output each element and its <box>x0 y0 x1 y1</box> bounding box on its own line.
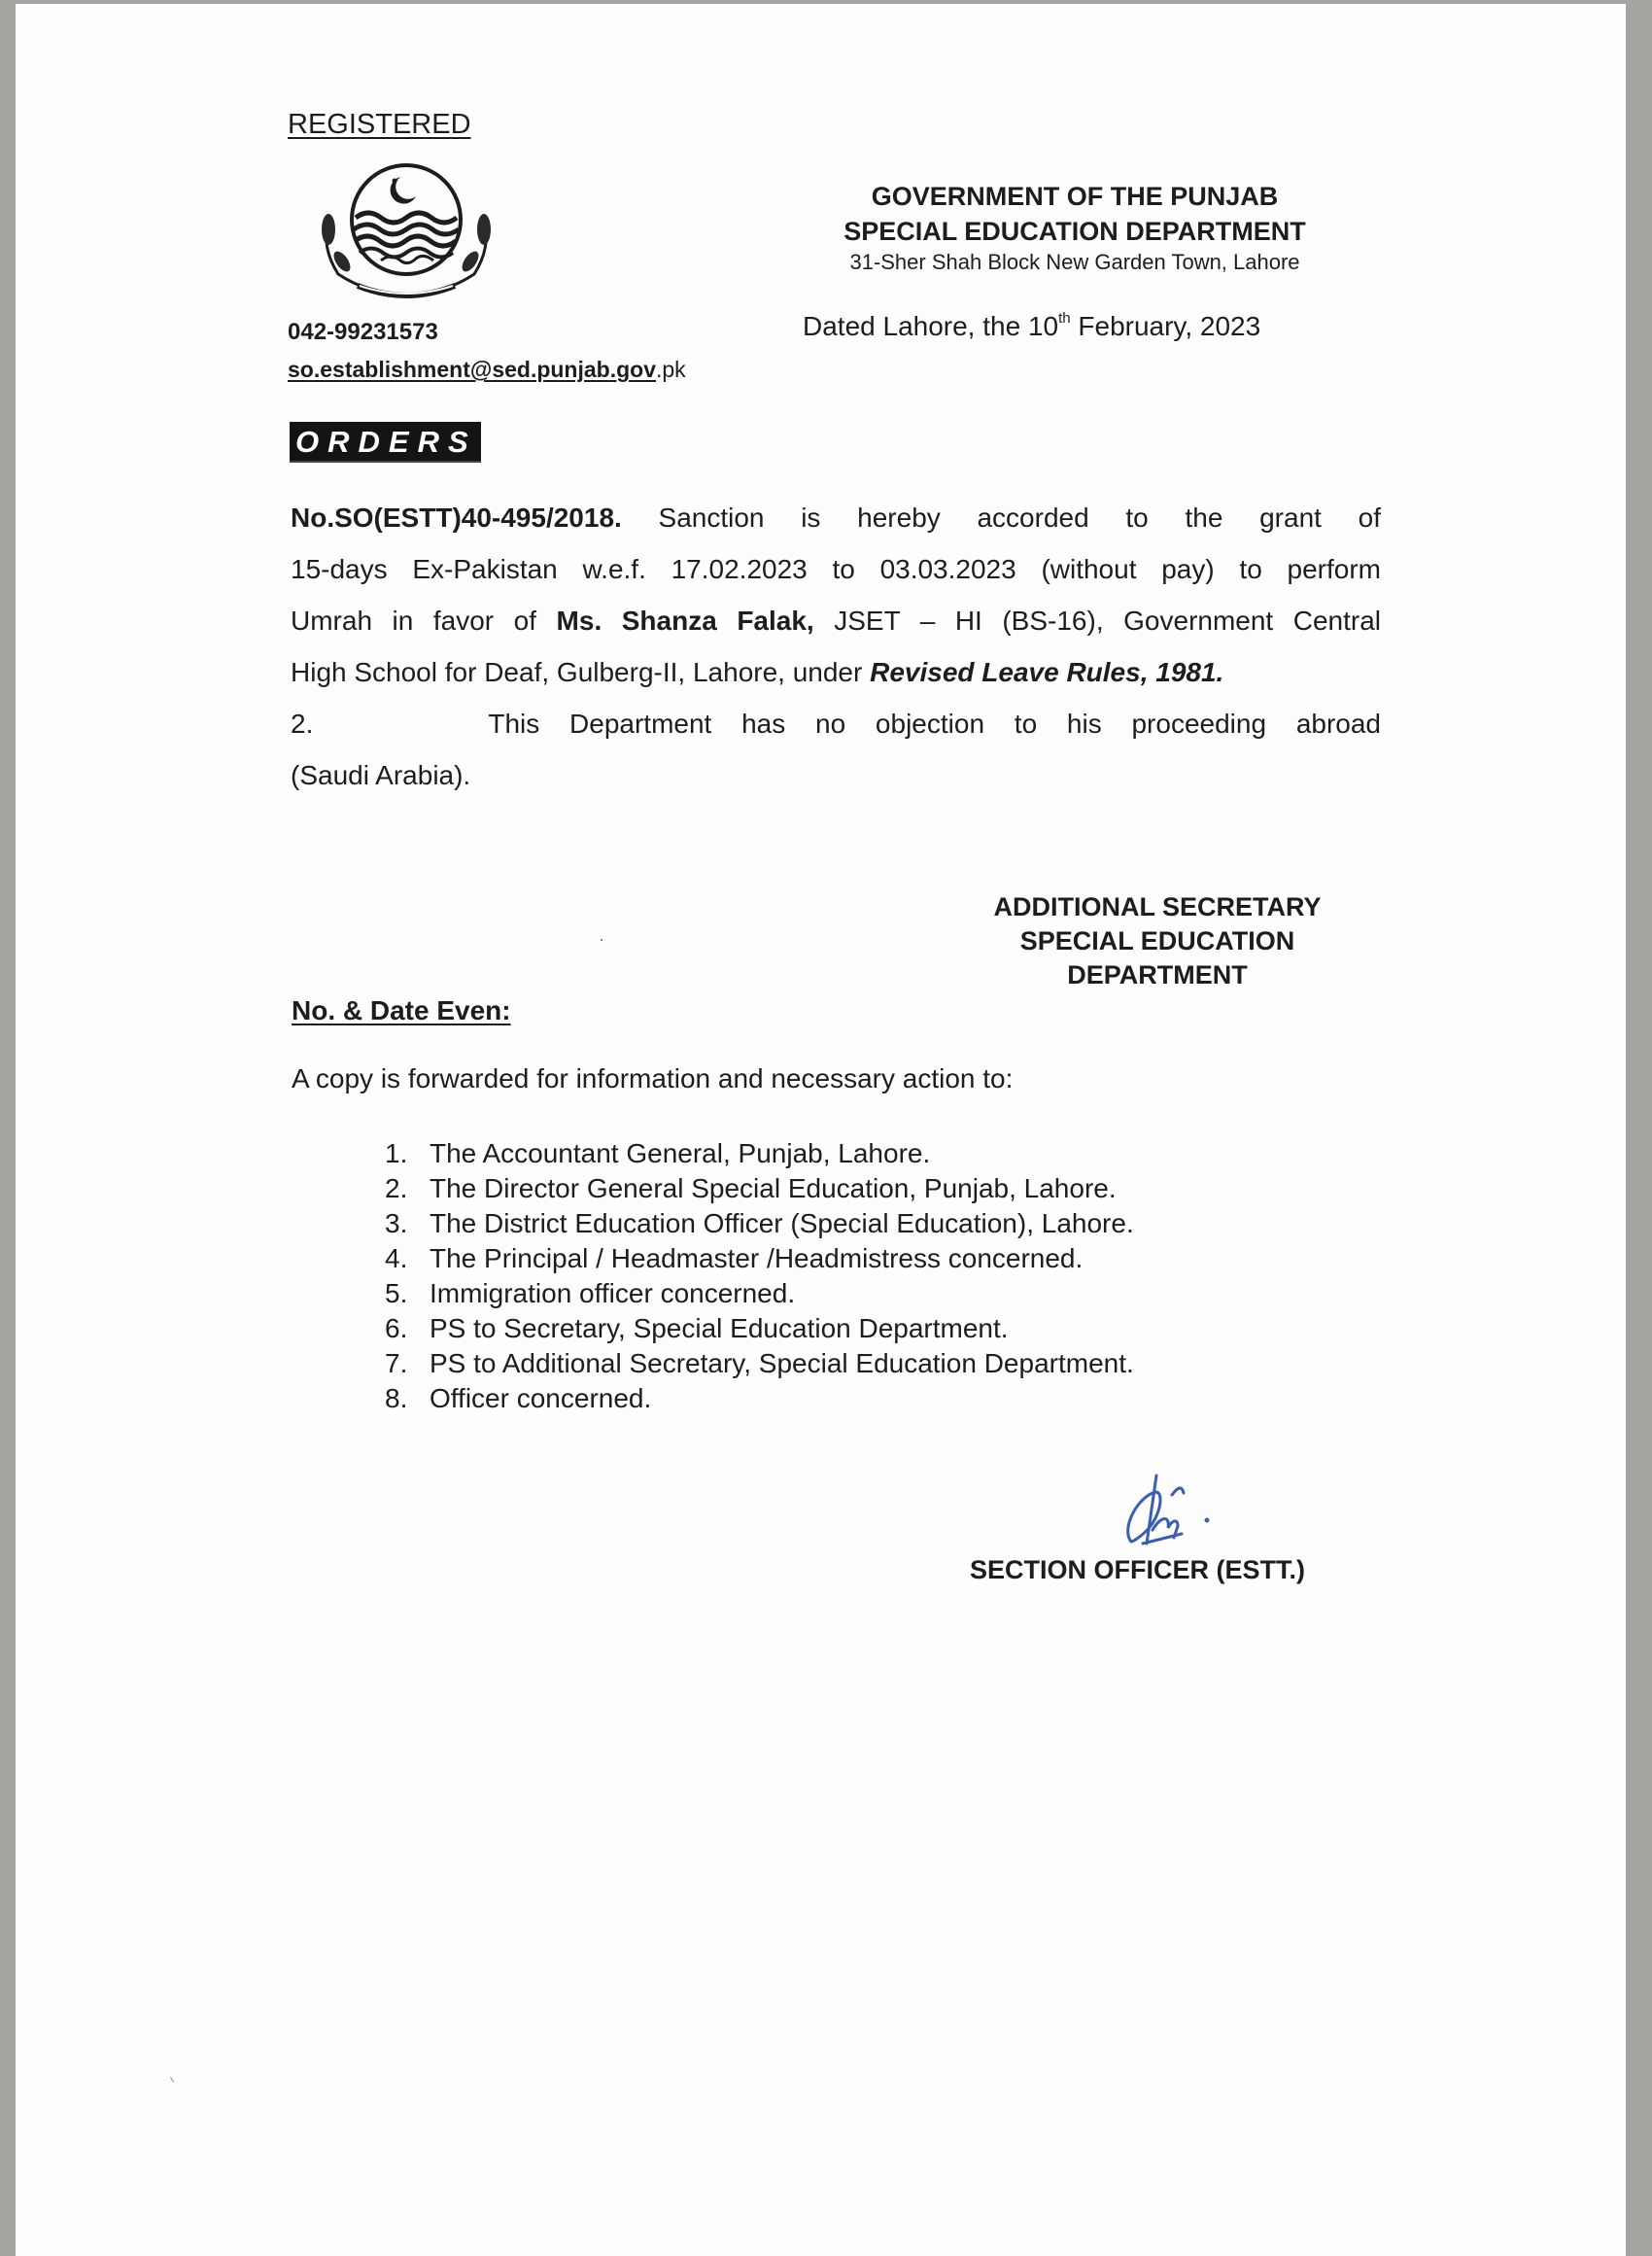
date-line <box>803 311 1260 342</box>
order-line-3-pre: Umrah in favor of <box>291 606 557 636</box>
list-item-text: Immigration officer concerned. <box>430 1278 796 1308</box>
registered-label: REGISTERED <box>288 109 471 140</box>
signature-icon <box>1114 1472 1250 1549</box>
authority-line-2: SPECIAL EDUCATION <box>1019 926 1295 955</box>
department-address: 31-Sher Shah Block New Garden Town, Lahore <box>849 250 1300 274</box>
order-line-4 <box>291 646 1381 698</box>
list-item-text: The Accountant General, Punjab, Lahore. <box>430 1138 931 1168</box>
section-officer-title: SECTION OFFICER (ESTT.) <box>970 1555 1306 1584</box>
list-item <box>385 1381 1134 1416</box>
date-suffix: February, 2023 <box>1070 311 1261 341</box>
department-header <box>783 179 1366 276</box>
authority-line-3: DEPARTMENT <box>1067 960 1248 989</box>
recipient-list <box>385 1136 1134 1416</box>
list-item <box>385 1311 1134 1346</box>
date-ordinal: th <box>1058 310 1071 327</box>
document-page <box>16 4 1626 2256</box>
paragraph-2 <box>291 698 1381 749</box>
list-item <box>385 1346 1134 1381</box>
email-address[interactable] <box>288 357 686 383</box>
list-item <box>385 1171 1134 1206</box>
order-body <box>291 492 1381 801</box>
orders-heading: ORDERS <box>290 422 481 463</box>
order-line-1-text: Sanction is hereby accorded to the grant of <box>621 503 1381 533</box>
scan-speck <box>601 939 602 941</box>
employee-name: Ms. Shanza Falak, <box>556 606 814 636</box>
list-item-number: 2. <box>385 1173 408 1203</box>
email-link[interactable]: so.establishment@sed.punjab.gov <box>288 357 656 382</box>
list-item-number: 7. <box>385 1348 408 1378</box>
list-item-text: The Principal / Headmaster /Headmistress concerned. <box>430 1243 1084 1273</box>
order-number: No.SO(ESTT)40-495/2018. <box>291 503 622 533</box>
list-item-text: Officer concerned. <box>430 1383 652 1413</box>
order-line-4-pre: High School for Deaf, Gulberg-II, Lahore, under <box>291 657 871 687</box>
authority-line-1: ADDITIONAL SECRETARY <box>993 892 1322 921</box>
paragraph-2-line-2: (Saudi Arabia). <box>291 760 471 790</box>
order-line-3 <box>291 595 1381 646</box>
endorsement-intro: A copy is forwarded for information and necessary action to: <box>292 1063 1014 1093</box>
leave-rules: Revised Leave Rules, 1981. <box>870 657 1224 687</box>
list-item-number: 8. <box>385 1383 408 1413</box>
list-item-number: 6. <box>385 1313 408 1343</box>
order-line-2: 15-days Ex-Pakistan w.e.f. 17.02.2023 to 03.03.2023 (without pay) to perform <box>291 554 1381 584</box>
email-tld: .pk <box>656 357 686 382</box>
scan-speck <box>170 2077 174 2083</box>
endorsement-heading: No. & Date Even: <box>292 995 511 1025</box>
list-item-text: PS to Additional Secretary, Special Education Department. <box>430 1348 1134 1378</box>
list-item-text: The District Education Officer (Special Education), Lahore. <box>430 1208 1134 1238</box>
list-item-number: 3. <box>385 1208 408 1238</box>
list-item <box>385 1206 1134 1241</box>
punjab-emblem-icon <box>299 159 513 305</box>
list-item <box>385 1136 1134 1171</box>
authority-block <box>948 890 1366 992</box>
phone-number: 042-99231573 <box>288 319 438 345</box>
order-line-3-post: JSET – HI (BS-16), Government Central <box>813 606 1382 636</box>
date-prefix: Dated Lahore, the 10 <box>803 311 1059 341</box>
list-item <box>385 1276 1134 1311</box>
order-line-1 <box>291 492 1381 543</box>
list-item-number: 1. <box>385 1138 408 1168</box>
government-name: GOVERNMENT OF THE PUNJAB <box>871 182 1279 211</box>
list-item <box>385 1241 1134 1276</box>
paragraph-2-text: This Department has no objection to his proceeding abroad <box>488 709 1381 739</box>
list-item-number: 4. <box>385 1243 408 1273</box>
paragraph-2-number: 2. <box>291 709 314 739</box>
list-item-text: PS to Secretary, Special Education Department. <box>430 1313 1009 1343</box>
list-item-text: The Director General Special Education, Punjab, Lahore. <box>430 1173 1117 1203</box>
list-item-number: 5. <box>385 1278 408 1308</box>
department-name: SPECIAL EDUCATION DEPARTMENT <box>843 217 1306 246</box>
